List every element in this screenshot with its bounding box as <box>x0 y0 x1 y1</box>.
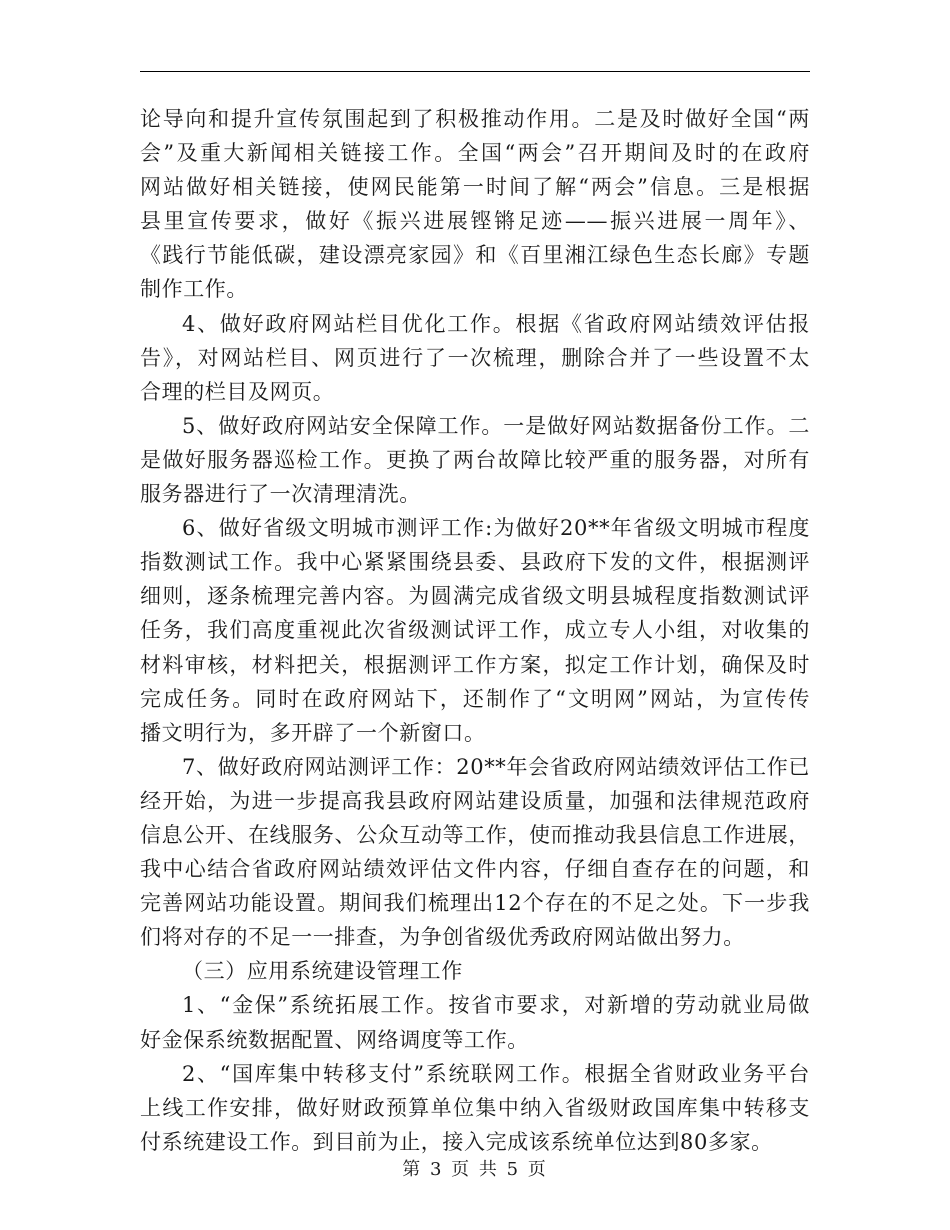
text-line: 4、做好政府网站栏目优化工作。根据《省政府网站绩效评估报 <box>182 311 810 336</box>
page-footer: 第 3 页 共 5 页 <box>402 1159 548 1180</box>
text-line: 播文明行为，多开辟了一个新窗口。 <box>140 720 486 745</box>
header-rule <box>140 71 810 72</box>
document-body <box>140 102 810 1159</box>
text-line: 服务器进行了一次清理清洗。 <box>140 482 421 507</box>
text-line: 材料审核，材料把关，根据测评工作方案，拟定工作计划，确保及时 <box>140 652 810 677</box>
text-line: 们将对存的不足一一排查，为争创省级优秀政府网站做出努力。 <box>140 925 745 950</box>
text-line: 6、做好省级文明城市测评工作:为做好20**年省级文明城市程度 <box>182 516 810 541</box>
text-line: 2、“国库集中转移支付”系统联网工作。根据全省财政业务平台 <box>182 1061 810 1086</box>
text-line: 会”及重大新闻相关链接工作。全国“两会”召开期间及时的在政府 <box>140 141 810 166</box>
text-line: 5、做好政府网站安全保障工作。一是做好网站数据备份工作。二 <box>182 413 810 438</box>
text-line: 完善网站功能设置。期间我们梳理出12个存在的不足之处。下一步我 <box>140 891 810 916</box>
text-line: 《践行节能低碳，建设漂亮家园》和《百里湘江绿色生态长廊》专题 <box>140 243 810 268</box>
text-line: 是做好服务器巡检工作。更换了两台故障比较严重的服务器，对所有 <box>140 447 810 472</box>
text-line: 县里宣传要求，做好《振兴进展铿锵足迹——振兴进展一周年》、 <box>140 209 810 234</box>
text-line: 好金保系统数据配置、网络调度等工作。 <box>140 1027 529 1052</box>
text-line: 指数测试工作。我中心紧紧围绕县委、县政府下发的文件，根据测评 <box>140 550 810 575</box>
text-line: 7、做好政府网站测评工作：20**年会省政府网站绩效评估工作已 <box>182 754 810 779</box>
text-line: 告》，对网站栏目、网页进行了一次梳理，删除合并了一些设置不太 <box>140 345 810 370</box>
text-line: 信息公开、在线服务、公众互动等工作，使而推动我县信息工作进展， <box>140 822 810 847</box>
text-line: 上线工作安排，做好财政预算单位集中纳入省级财政国库集中转移支 <box>140 1095 810 1120</box>
text-line: 完成任务。同时在政府网站下，还制作了“文明网”网站，为宣传传 <box>140 686 810 711</box>
text-line: （三）应用系统建设管理工作 <box>182 959 463 984</box>
text-line: 1、“金保”系统拓展工作。按省市要求，对新增的劳动就业局做 <box>182 993 810 1018</box>
text-line: 任务，我们高度重视此次省级测试评工作，成立专人小组，对收集的 <box>140 618 810 643</box>
text-line: 网站做好相关链接，使网民能第一时间了解“两会”信息。三是根据 <box>140 175 810 200</box>
text-line: 我中心结合省政府网站绩效评估文件内容，仔细自查存在的问题，和 <box>140 857 810 882</box>
text-line: 付系统建设工作。到目前为止，接入完成该系统单位达到80多家。 <box>140 1129 773 1154</box>
text-line: 经开始，为进一步提高我县政府网站建设质量，加强和法律规范政府 <box>140 788 810 813</box>
text-line: 合理的栏目及网页。 <box>140 379 335 404</box>
text-line: 制作工作。 <box>140 277 248 302</box>
text-line: 细则，逐条梳理完善内容。为圆满完成省级文明县城程度指数测试评 <box>140 584 810 609</box>
text-line: 论导向和提升宣传氛围起到了积极推动作用。二是及时做好全国“两 <box>140 107 810 131</box>
